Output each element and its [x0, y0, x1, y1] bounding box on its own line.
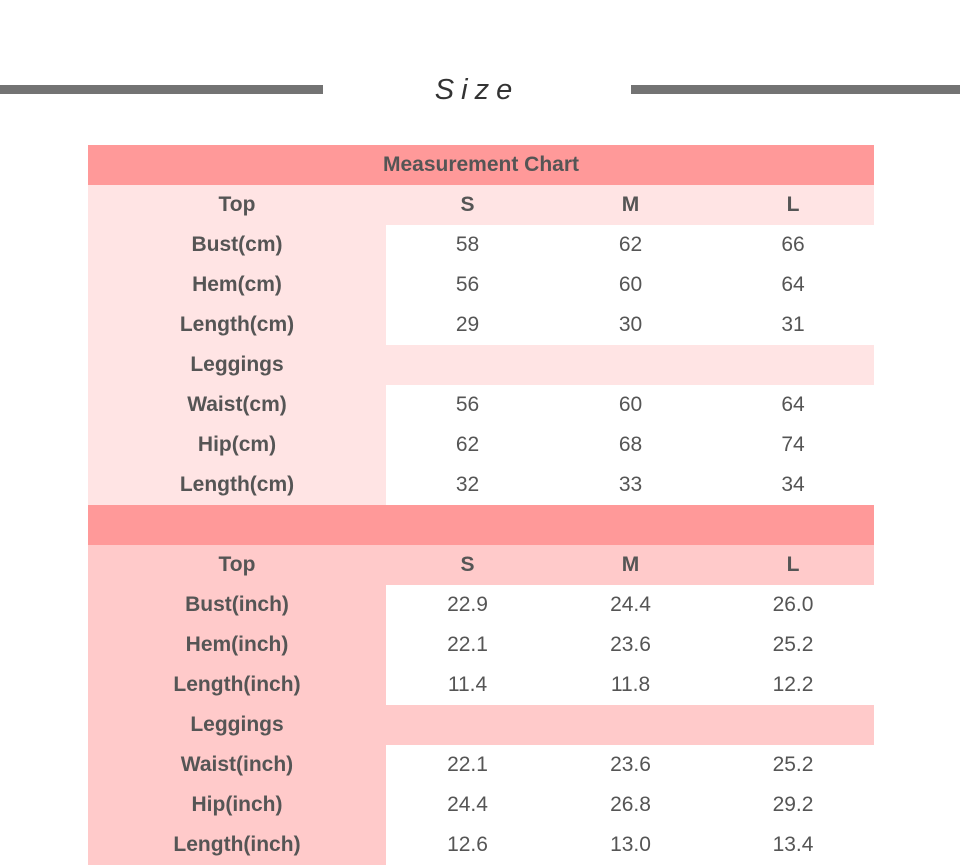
cell-value: 24.4: [549, 585, 712, 625]
table-row: [88, 465, 874, 505]
cell-value: 56: [386, 385, 549, 425]
table-row: [88, 225, 874, 265]
row-label: Hem(inch): [88, 625, 386, 665]
cell-value: 64: [712, 265, 874, 305]
table-row: [88, 825, 874, 865]
table-row: [88, 745, 874, 785]
cell-value: 64: [712, 385, 874, 425]
cell-value: 23.6: [549, 625, 712, 665]
cell-value: 26.8: [549, 785, 712, 825]
cell-value: 25.2: [712, 625, 874, 665]
table-row: [88, 625, 874, 665]
measurement-chart: [88, 145, 874, 865]
cell-value: 12.2: [712, 665, 874, 705]
cell-value: 22.9: [386, 585, 549, 625]
cell-value: 60: [549, 385, 712, 425]
cell-value: 32: [386, 465, 549, 505]
table-row: [88, 585, 874, 625]
top-header-label: Top: [88, 545, 386, 585]
row-label: Bust(inch): [88, 585, 386, 625]
cell-value: 29.2: [712, 785, 874, 825]
cell-value: 68: [549, 425, 712, 465]
cell-value: 24.4: [386, 785, 549, 825]
row-label: Length(inch): [88, 825, 386, 865]
inch-section: [88, 545, 874, 865]
cell-value: 23.6: [549, 745, 712, 785]
cell-value: 31: [712, 305, 874, 345]
cell-value: 74: [712, 425, 874, 465]
row-label: Hip(cm): [88, 425, 386, 465]
leggings-label: Leggings: [88, 345, 386, 385]
table-row: [88, 265, 874, 305]
cell-value: 34: [712, 465, 874, 505]
empty-cell: [549, 705, 712, 745]
cell-value: 62: [386, 425, 549, 465]
cell-value: 30: [549, 305, 712, 345]
table-header-row: [88, 545, 874, 585]
row-label: Waist(inch): [88, 745, 386, 785]
cell-value: 33: [549, 465, 712, 505]
section-divider-bar: [88, 505, 874, 545]
leggings-subheader-row: [88, 705, 874, 745]
table-row: [88, 425, 874, 465]
table-row: [88, 665, 874, 705]
row-label: Length(cm): [88, 305, 386, 345]
empty-cell: [386, 345, 549, 385]
leggings-label: Leggings: [88, 705, 386, 745]
size-header-m: M: [549, 545, 712, 585]
row-label: Bust(cm): [88, 225, 386, 265]
leggings-subheader-row: [88, 345, 874, 385]
cell-value: 58: [386, 225, 549, 265]
cell-value: 22.1: [386, 745, 549, 785]
empty-cell: [712, 705, 874, 745]
table-row: [88, 305, 874, 345]
row-label: Length(cm): [88, 465, 386, 505]
empty-cell: [549, 345, 712, 385]
table-row: [88, 785, 874, 825]
cell-value: 29: [386, 305, 549, 345]
cell-value: 26.0: [712, 585, 874, 625]
row-label: Hip(inch): [88, 785, 386, 825]
cell-value: 66: [712, 225, 874, 265]
cell-value: 13.0: [549, 825, 712, 865]
size-header-s: S: [386, 545, 549, 585]
size-title: Size: [434, 74, 520, 106]
size-header-m: M: [549, 185, 712, 225]
cell-value: 56: [386, 265, 549, 305]
table-header-row: [88, 185, 874, 225]
cm-section: [88, 185, 874, 505]
cell-value: 12.6: [386, 825, 549, 865]
cell-value: 25.2: [712, 745, 874, 785]
cell-value: 13.4: [712, 825, 874, 865]
right-divider-rule: [631, 85, 960, 94]
cell-value: 62: [549, 225, 712, 265]
chart-title: Measurement Chart: [88, 145, 874, 185]
size-header-l: L: [712, 185, 874, 225]
row-label: Length(inch): [88, 665, 386, 705]
left-divider-rule: [0, 85, 323, 94]
cell-value: 11.8: [549, 665, 712, 705]
row-label: Hem(cm): [88, 265, 386, 305]
table-row: [88, 385, 874, 425]
empty-cell: [712, 345, 874, 385]
size-header: [0, 70, 960, 110]
cell-value: 22.1: [386, 625, 549, 665]
size-header-s: S: [386, 185, 549, 225]
size-header-l: L: [712, 545, 874, 585]
row-label: Waist(cm): [88, 385, 386, 425]
empty-cell: [386, 705, 549, 745]
top-header-label: Top: [88, 185, 386, 225]
cell-value: 60: [549, 265, 712, 305]
cell-value: 11.4: [386, 665, 549, 705]
